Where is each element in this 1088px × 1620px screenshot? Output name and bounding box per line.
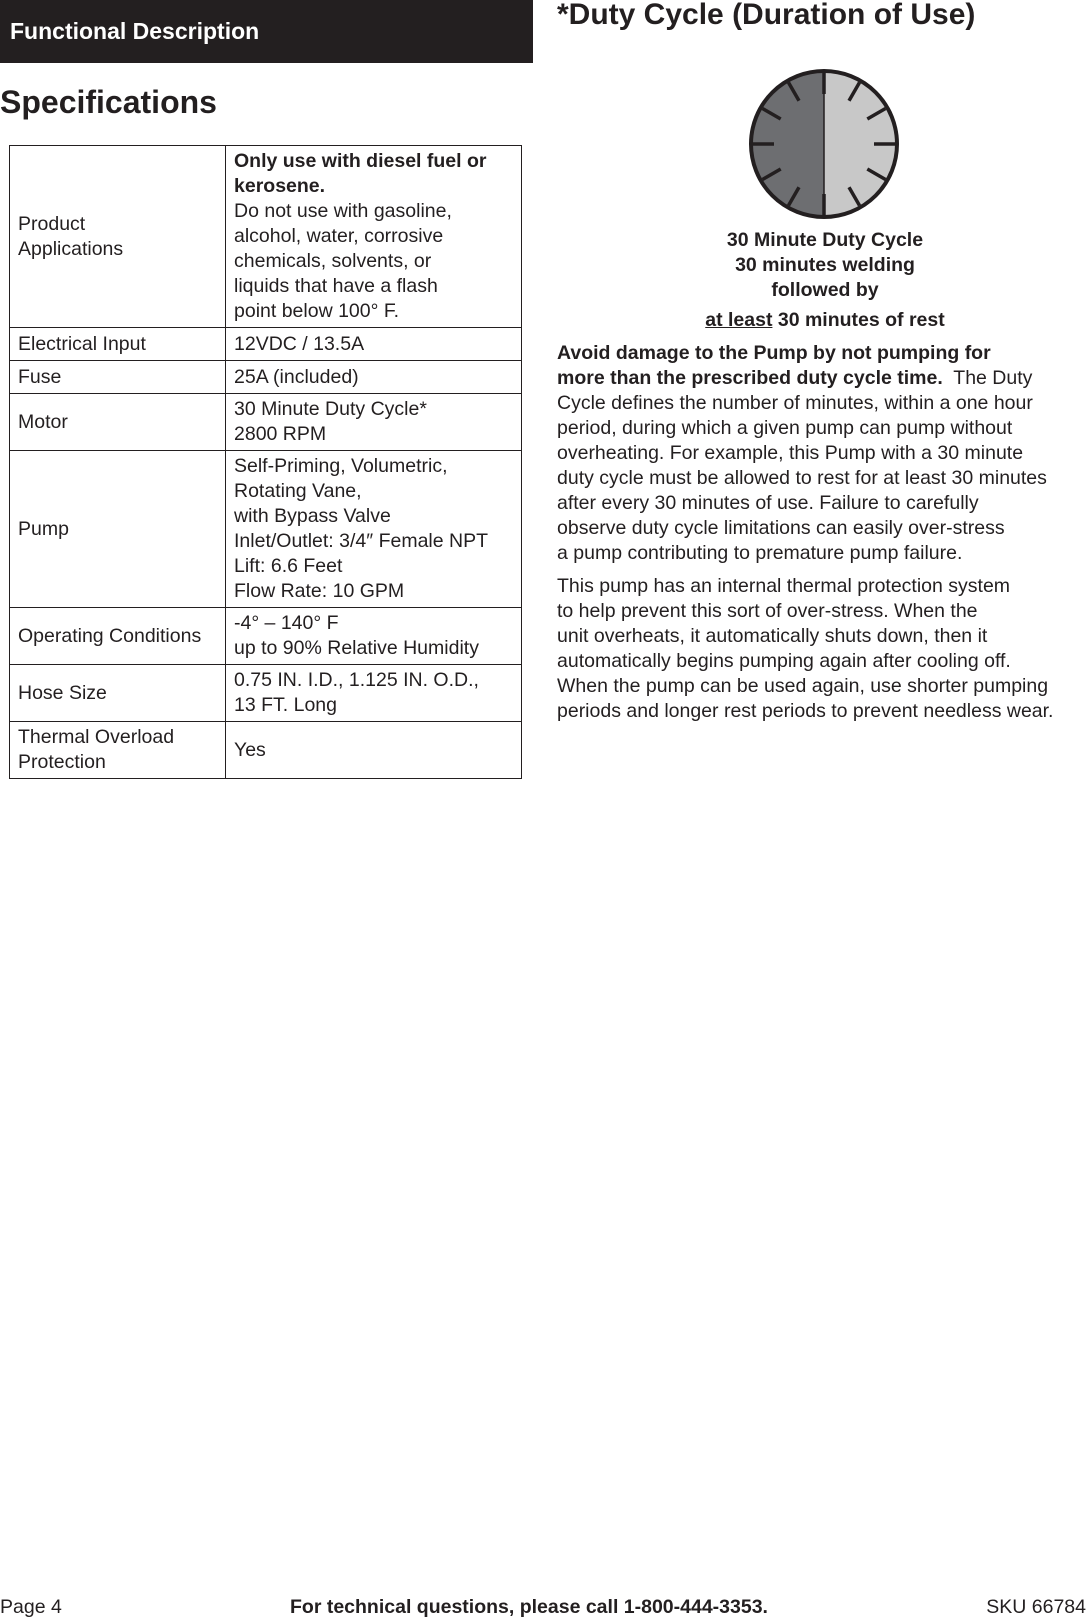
spec-value-line: alcohol, water, corrosive <box>234 225 444 247</box>
paragraph-line: to help prevent this sort of over-stress. When the <box>557 600 978 622</box>
caption-rest-line <box>665 308 985 333</box>
spec-label <box>10 722 226 779</box>
caption-line: 30 Minute Duty Cycle <box>726 229 924 251</box>
paragraph-line: This pump has an internal thermal protection system <box>557 575 1011 597</box>
duty-paragraph-2 <box>557 574 1087 724</box>
paragraph-bold-text: more than the prescribed duty cycle time. <box>557 367 943 389</box>
spec-label <box>10 361 226 394</box>
duty-cycle-description <box>557 341 1087 732</box>
paragraph-line: periods and longer rest periods to prevent needless wear. <box>557 700 1054 722</box>
table-row <box>10 665 522 722</box>
spec-label <box>10 665 226 722</box>
page-footer <box>0 1596 1088 1620</box>
spec-value-line: Do not use with gasoline, <box>234 200 452 222</box>
paragraph-line <box>557 366 1087 391</box>
spec-value-line: Yes <box>234 738 266 761</box>
table-row <box>10 394 522 451</box>
spec-label-line: Operating Conditions <box>18 624 202 647</box>
paragraph-line: Cycle defines the number of minutes, within a one hour <box>557 392 1033 414</box>
spec-value-line: 2800 RPM <box>234 423 327 445</box>
spec-value <box>226 608 522 665</box>
duty-paragraph-1 <box>557 341 1087 566</box>
paragraph-line: unit overheats, it automatically shuts down, then it <box>557 625 988 647</box>
section-banner <box>0 0 533 63</box>
spec-value-line: Flow Rate: 10 GPM <box>234 580 405 602</box>
spec-value-line: 0.75 IN. I.D., 1.125 IN. O.D., <box>234 669 479 691</box>
table-row <box>10 146 522 328</box>
specifications-table <box>9 145 522 779</box>
spec-value-line: 30 Minute Duty Cycle* <box>234 398 427 420</box>
spec-label-line: Protection <box>18 751 106 773</box>
spec-label <box>10 394 226 451</box>
spec-label-line: Product <box>18 212 86 235</box>
table-row <box>10 722 522 779</box>
spec-value <box>226 394 522 451</box>
spec-value <box>226 451 522 608</box>
paragraph-line: automatically begins pumping again after cooling off. <box>557 650 1011 672</box>
spec-label <box>10 608 226 665</box>
paragraph-line: When the pump can be used again, use shorter pumping <box>557 675 1049 697</box>
spec-label-line: Pump <box>18 517 69 540</box>
support-phone-note: For technical questions, please call 1-800-444-3353. <box>290 1596 768 1618</box>
spec-value <box>226 328 522 361</box>
spec-label <box>10 328 226 361</box>
spec-value-line: kerosene. <box>234 175 326 197</box>
paragraph-text: The Duty <box>942 367 1033 389</box>
spec-value-line: Lift: 6.6 Feet <box>234 555 343 577</box>
spec-value-line: 13 FT. Long <box>234 694 337 716</box>
section-title: Functional Description <box>10 18 260 44</box>
table-row <box>10 328 522 361</box>
spec-value-line: Rotating Vane, <box>234 480 362 502</box>
paragraph-line: period, during which a given pump can pump without <box>557 417 1013 439</box>
paragraph-line: duty cycle must be allowed to rest for at least 30 minutes <box>557 467 1047 489</box>
spec-value-line: Self-Priming, Volumetric, <box>234 455 448 477</box>
caption-line: 30 minutes welding <box>735 254 915 276</box>
spec-value <box>226 361 522 394</box>
spec-label <box>10 451 226 608</box>
spec-value-line: Inlet/Outlet: 3/4″ Female NPT <box>234 530 489 552</box>
spec-value-line: 25A (included) <box>234 365 359 388</box>
table-row <box>10 451 522 608</box>
spec-value-line: chemicals, solvents, or <box>234 250 432 272</box>
spec-value-line: with Bypass Valve <box>234 505 391 527</box>
duty-cycle-caption <box>665 228 985 333</box>
caption-rest-text: 30 minutes of rest <box>772 309 945 331</box>
table-row <box>10 608 522 665</box>
spec-label-line: Electrical Input <box>18 332 146 355</box>
spec-label-line: Motor <box>18 410 68 433</box>
paragraph-line: Avoid damage to the Pump by not pumping for <box>557 342 991 364</box>
spec-label <box>10 146 226 328</box>
paragraph-line: after every 30 minutes of use. Failure to carefully <box>557 492 979 514</box>
spec-label-line: Thermal Overload <box>18 726 175 748</box>
paragraph-line: observe duty cycle limitations can easily over-stress <box>557 517 1005 539</box>
caption-at-least: at least <box>705 309 773 331</box>
spec-value <box>226 146 522 328</box>
spec-value-line: liquids that have a flash <box>234 275 438 297</box>
paragraph-line: a pump contributing to premature pump failure. <box>557 542 963 564</box>
spec-value-line: up to 90% Relative Humidity <box>234 637 479 659</box>
spec-value-line: -4° – 140° F <box>234 612 339 634</box>
spec-value-line: Only use with diesel fuel or <box>234 150 487 172</box>
spec-value <box>226 665 522 722</box>
spec-value-line: 12VDC / 13.5A <box>234 332 365 355</box>
spec-label-line: Applications <box>18 237 124 260</box>
paragraph-line: overheating. For example, this Pump with a 30 minute <box>557 442 1024 464</box>
spec-label-line: Fuse <box>18 365 62 388</box>
caption-line: followed by <box>771 279 879 301</box>
spec-value <box>226 722 522 779</box>
spec-label-line: Hose Size <box>18 681 107 704</box>
spec-value-line: point below 100° F. <box>234 300 399 322</box>
sku-number: SKU 66784 <box>986 1596 1086 1618</box>
page-number: Page 4 <box>0 1596 62 1618</box>
duty-cycle-heading: *Duty Cycle (Duration of Use) <box>557 0 976 31</box>
table-row <box>10 361 522 394</box>
specifications-heading: Specifications <box>0 84 217 120</box>
duty-cycle-clock-icon <box>748 68 900 220</box>
